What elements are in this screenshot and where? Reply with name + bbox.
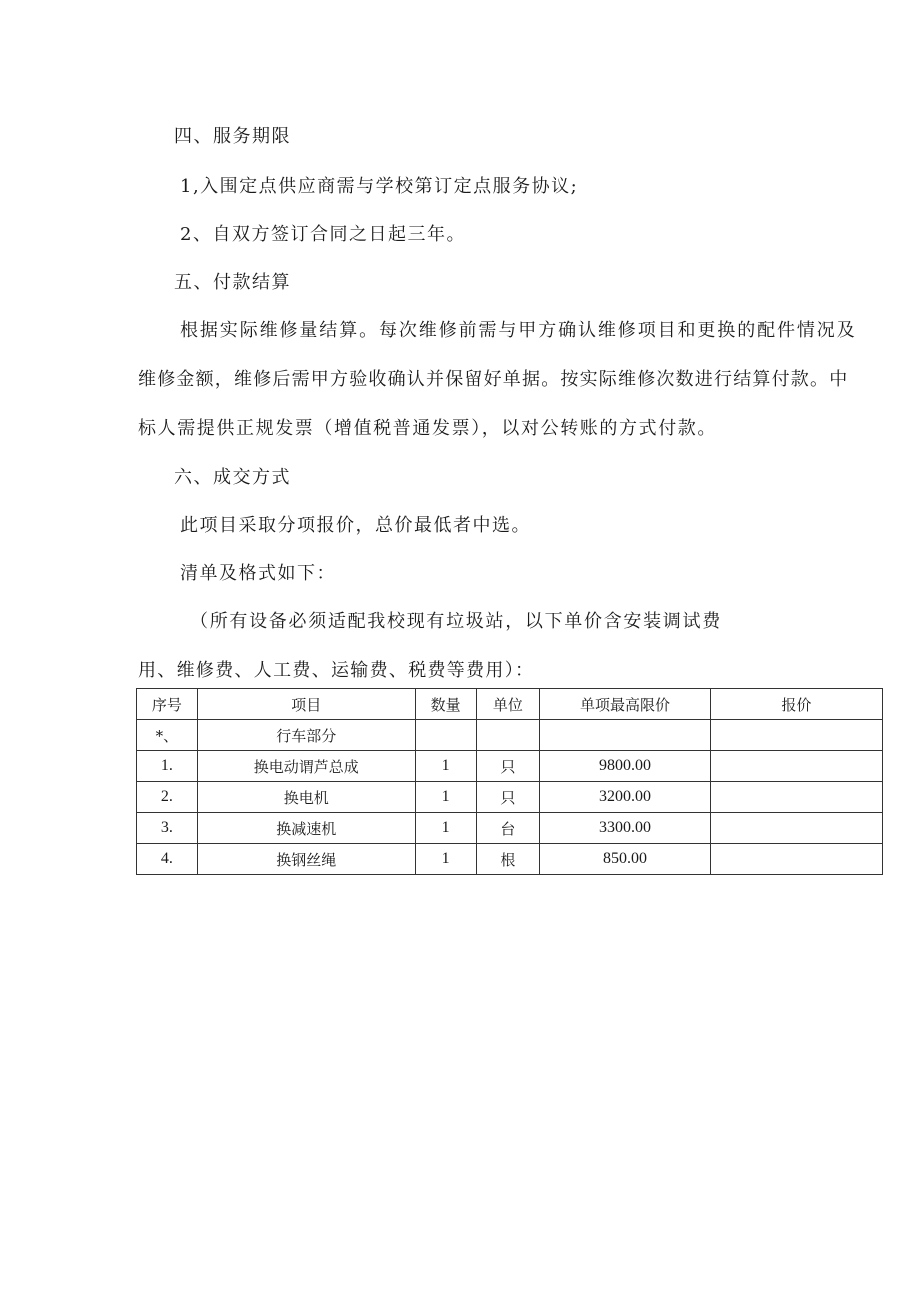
row-quantity: 1: [415, 782, 476, 813]
row-unit: 台: [476, 813, 540, 844]
section-6-note-line-1: （所有设备必须适配我校现有垃圾站，以下单价含安装调试费: [190, 611, 722, 632]
row-quote-cell[interactable]: [710, 813, 882, 844]
section-6-note-line-2: 用、维修费、人工费、运输费、税费等费用）：: [138, 660, 535, 681]
section-4-item-2: 2、自双方签订合同之日起三年。: [180, 224, 466, 245]
row-quantity: 1: [415, 751, 476, 782]
table-row: [137, 844, 883, 875]
section-5-paragraph-line-3: 标人需提供正规发票（增值税普通发票），以对公转账的方式付款。: [138, 418, 717, 439]
row-no: 4.: [137, 844, 198, 875]
section-4-item-1: 1,入围定点供应商需与学校第订定点服务协议;: [180, 176, 579, 197]
header-serial-no: 序号: [137, 689, 198, 720]
row-no: 3.: [137, 813, 198, 844]
table-row: [137, 782, 883, 813]
header-quote: 报价: [710, 689, 882, 720]
section-5-paragraph-line-1: 根据实际维修量结算。每次维修前需与甲方确认维修项目和更换的配件情况及: [180, 320, 857, 341]
row-item: 换减速机: [197, 813, 415, 844]
section-5-paragraph-line-2: 维修金额，维修后需甲方验收确认并保留好单据。按实际维修次数进行结算付款。中: [138, 369, 849, 390]
row-quantity: 1: [415, 813, 476, 844]
row-item: 换电动谓芦总成: [197, 751, 415, 782]
table-group-row: [137, 720, 883, 751]
section-4-heading: 四、服务期限: [174, 126, 291, 147]
table-header-row: [137, 689, 883, 720]
section-5-heading: 五、付款结算: [174, 272, 291, 293]
row-no: 2.: [137, 782, 198, 813]
row-unit: 根: [476, 844, 540, 875]
row-quantity: 1: [415, 844, 476, 875]
row-unit: 只: [476, 751, 540, 782]
row-unit: 只: [476, 782, 540, 813]
section-6-line-2: 清单及格式如下：: [180, 563, 336, 584]
table-row: [137, 751, 883, 782]
header-item: 项目: [197, 689, 415, 720]
header-unit: 单位: [476, 689, 540, 720]
row-item: 换钢丝绳: [197, 844, 415, 875]
row-max-price: 9800.00: [540, 751, 710, 782]
group-no: *、: [137, 720, 198, 751]
row-quote-cell[interactable]: [710, 844, 882, 875]
row-quote-cell[interactable]: [710, 751, 882, 782]
row-item: 换电机: [197, 782, 415, 813]
row-quote-cell[interactable]: [710, 782, 882, 813]
row-max-price: 3300.00: [540, 813, 710, 844]
group-name: 行车部分: [197, 720, 415, 751]
row-no: 1.: [137, 751, 198, 782]
row-max-price: 850.00: [540, 844, 710, 875]
section-6-heading: 六、成交方式: [174, 467, 291, 488]
header-max-price: 单项最高限价: [540, 689, 710, 720]
header-quantity: 数量: [415, 689, 476, 720]
row-max-price: 3200.00: [540, 782, 710, 813]
table-row: [137, 813, 883, 844]
section-6-line-1: 此项目采取分项报价，总价最低者中选。: [180, 515, 531, 536]
price-list-table: [136, 688, 883, 875]
